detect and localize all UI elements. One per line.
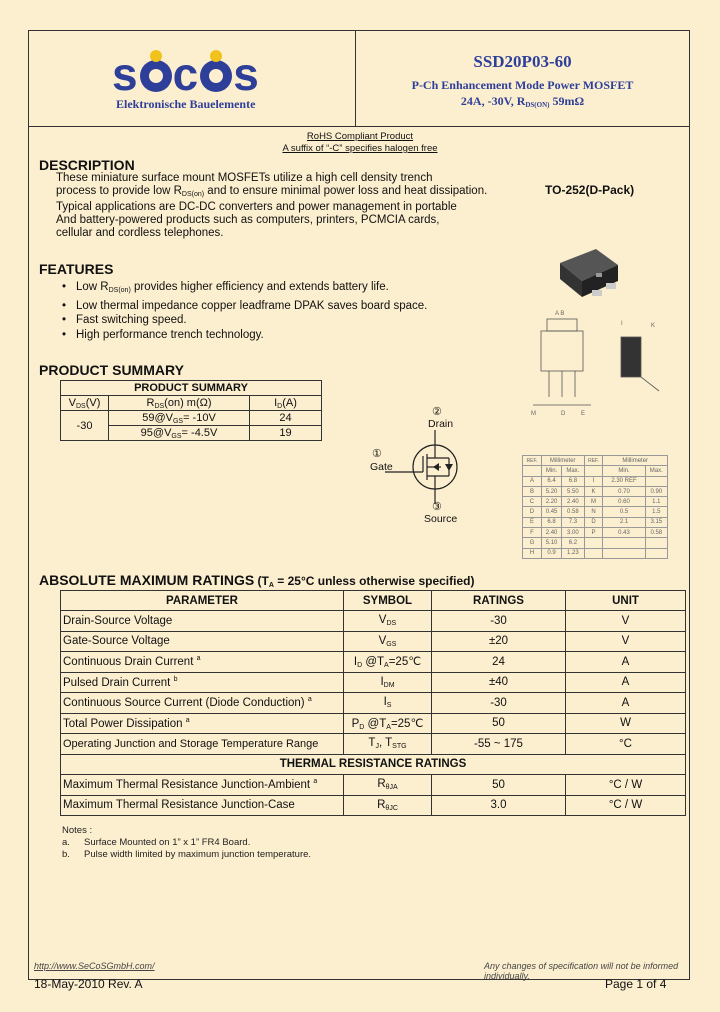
gate-label: Gate: [370, 461, 393, 473]
feature-item: • Low thermal impedance copper leadframe DPAK saves board space.: [62, 299, 427, 314]
table-row: Maximum Thermal Resistance Junction-Case $R_{\theta JC}$ 3.0 °C / W: [61, 795, 686, 816]
source-pin-number: ③: [432, 501, 442, 513]
thermal-section-row: THERMAL RESISTANCE RATINGS: [61, 754, 686, 775]
amr-heading: ABSOLUTE MAXIMUM RATINGS ($T_A = 25^\circ C$ unless otherwise specified): [39, 572, 475, 589]
package-image: [552, 235, 632, 305]
table-row: Pulsed Drain Current $^b$ $I_{DM}$ ±40 A: [61, 672, 686, 693]
svg-text:E: E: [581, 411, 586, 417]
table-row: Continuous Drain Current $^a$ $I_D$ $@T_A=25℃$ 24 A: [61, 652, 686, 673]
absolute-max-ratings-table: [60, 590, 686, 816]
header-divider: [28, 126, 690, 127]
features-heading: FEATURES: [39, 261, 114, 277]
feature-item: • Low $R_{DS(on)}$ provides higher efficiency and extends battery life.: [62, 280, 427, 299]
package-outline-drawing: [525, 305, 680, 420]
notes: Notes : a. Surface Mounted on 1” x 1” FR4 Board. b. Pulse width limited by maximum junction temperature.: [62, 825, 312, 860]
part-number: SSD20P03-60: [473, 52, 572, 71]
footer-url[interactable]: http://www.SeCoSGmbH.com/: [34, 961, 155, 971]
drain-label: Drain: [428, 418, 454, 430]
secos-logo: s c s: [112, 48, 260, 100]
dimension-row: H 0.9 1.23: [523, 548, 668, 558]
dimension-row: G 5.10 6.2: [523, 538, 668, 548]
table-row: Drain-Source Voltage $V_{DS}$ -30 V: [61, 611, 686, 632]
dimension-row: C 2.20 2.40 M 0.60 1.1: [523, 497, 668, 507]
table-row: Continuous Source Current (Diode Conduction) $^a$ $I_S$ -30 A: [61, 693, 686, 714]
table-row: Operating Junction and Storage Temperature Range $T_J$, $T_{STG}$ -55 ~ 175 °C: [61, 734, 686, 755]
dimension-row: D 0.45 0.58 N 0.5 1.5: [523, 507, 668, 517]
dimension-row: A 6.4 6.8 I 2.30 REF: [523, 476, 668, 486]
logo-subtitle: Elektronische Bauelemente: [116, 97, 256, 111]
table-header-row: PARAMETER SYMBOL RATINGS UNIT: [61, 591, 686, 611]
table-row: Total Power Dissipation $^a$ $P_D$ $@T_A=25℃$ 50 W: [61, 713, 686, 734]
product-summary-table: PRODUCT SUMMARY $V_{DS}(V)$ $R_{DS}(on)$ m(Ω) $I_D(A)$ -30 $59@V_{GS}= -10V$ 24 $95@V_{GS}= -4.5V$ 19: [60, 380, 322, 441]
dimension-row: B 5.20 5.50 K 0.70 0.90: [523, 486, 668, 496]
mosfet-symbol: [385, 430, 475, 510]
product-summary-heading: PRODUCT SUMMARY: [39, 362, 184, 378]
description-text: These miniature surface mount MOSFETs utilize a high cell density trench process to provide low $R_{DS(on)}$ and to ensure minimal power loss and heat dissipation. Typical applications are DC-DC converters and power management in portable And battery-powered products such as computers, printers, PCMCIA cards, cellular and cordless telephones.: [56, 172, 488, 239]
source-label: Source: [424, 513, 458, 525]
part-description: P-Ch Enhancement Mode Power MOSFET 24A, -30V, $R_{DS(ON)}$ 59mΩ: [411, 78, 634, 109]
dimension-row: E 6.8 7.3 D 2.1 3.15: [523, 517, 668, 527]
page-number: Page 1 of 4: [605, 977, 667, 991]
feature-item: • Fast switching speed.: [62, 313, 427, 328]
footer-disclaimer: Any changes of specification will not be informed individually.: [484, 961, 679, 981]
svg-text:A B: A B: [555, 311, 565, 317]
svg-text:K: K: [651, 323, 656, 329]
table-row: Maximum Thermal Resistance Junction-Ambient $^a$ $R_{\theta JA}$ 50 °C / W: [61, 775, 686, 796]
package-label: TO-252(D-Pack): [545, 183, 635, 197]
rohs-note: RoHS Compliant Product A suffix of “-C” specifies halogen free: [282, 131, 438, 154]
dimensions-table: REF. Millimeter REF. Millimeter Min. Max. Min. Max. A 6.4 6.8 I 2.30 REF B 5.20 5.50 K 0.70 0.90 C 2.20 2.40 M 0.60 1.1 D 0.45 0.58 N 0.5 1.5 E 6.8 7.3 D 2.1 3.15 F 2.40 3.00 P 0.43 0.58 G 5.10 6.2 H 0.9 1.23: [522, 455, 668, 559]
description-heading: DESCRIPTION: [39, 157, 135, 173]
feature-item: • High performance trench technology.: [62, 328, 427, 343]
svg-text:I: I: [621, 321, 623, 327]
drain-pin-number: ②: [432, 406, 442, 418]
table-row: Gate-Source Voltage $V_{GS}$ ±20 V: [61, 631, 686, 652]
footer-date: 18-May-2010 Rev. A: [34, 977, 143, 991]
svg-text:D: D: [561, 411, 566, 417]
svg-text:M: M: [531, 411, 536, 417]
dimension-row: F 2.40 3.00 P 0.43 0.58: [523, 528, 668, 538]
features-list: [62, 280, 427, 342]
gate-pin-number: ①: [372, 448, 382, 460]
